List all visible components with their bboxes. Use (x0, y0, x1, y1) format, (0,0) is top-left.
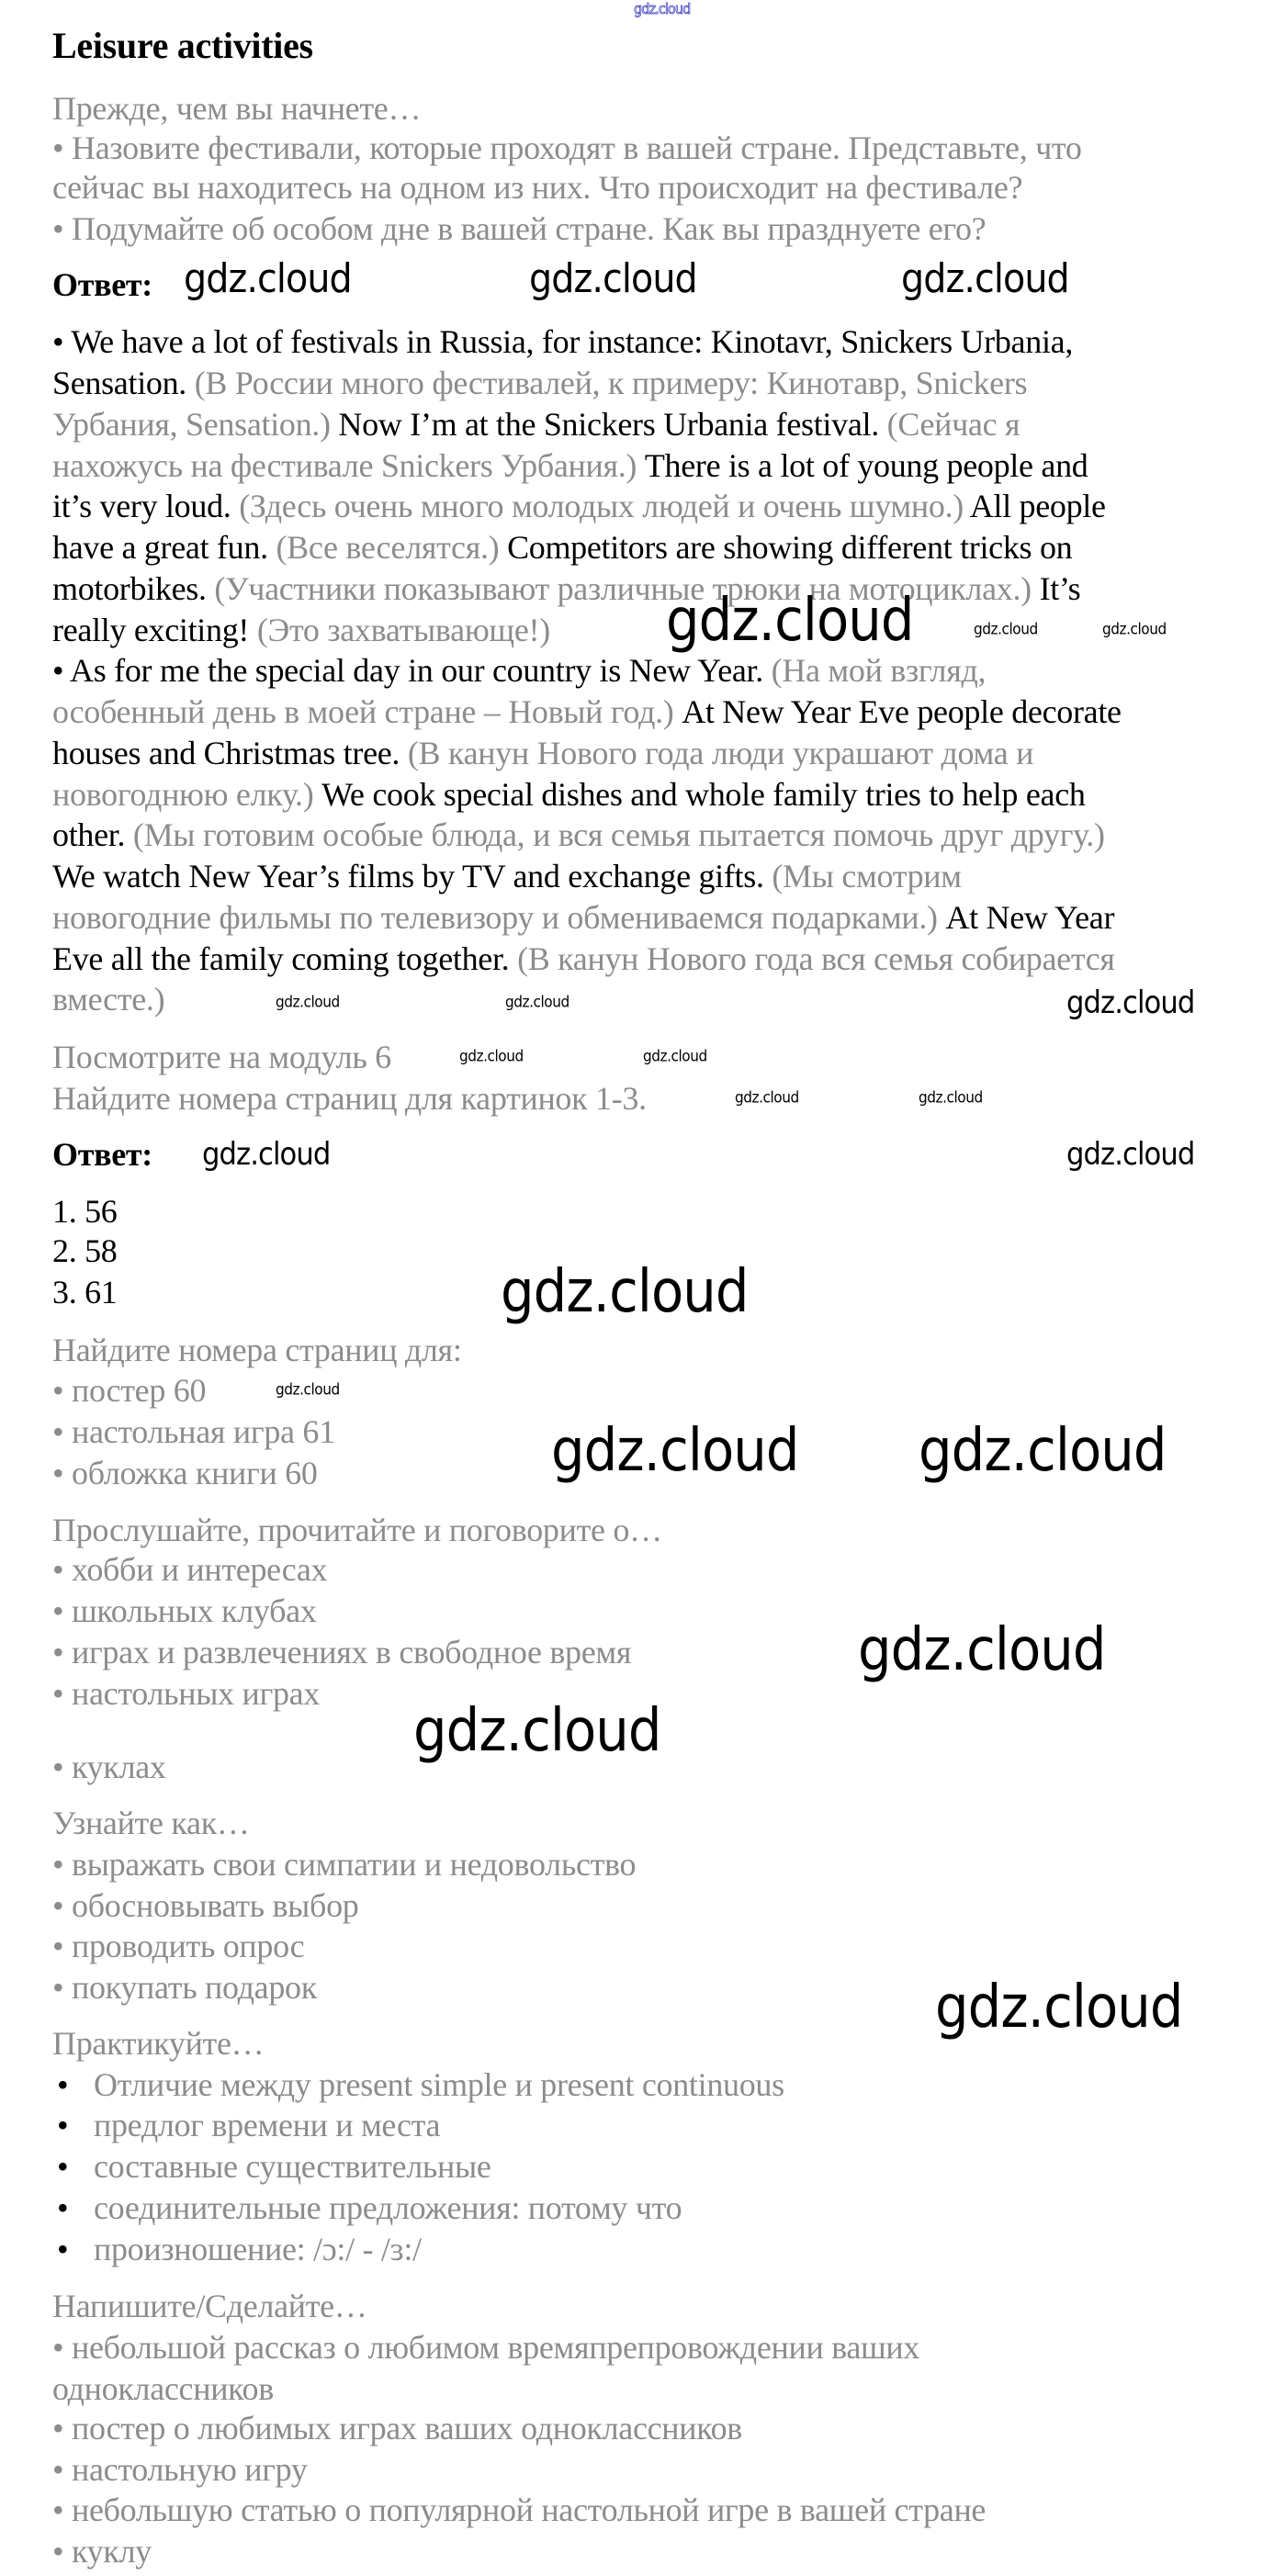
russian-text: • обложка книги 60 (52, 1454, 318, 1491)
russian-text: Найдите номера страниц для картинок 1-3. (52, 1079, 647, 1117)
english-text: 1. 56 (52, 1193, 118, 1231)
text-line (52, 1272, 118, 1312)
watermark: gdz.cloud (413, 1697, 661, 1765)
english-text: Sensation. (52, 365, 195, 402)
text-line (52, 856, 962, 896)
text-line (52, 1453, 318, 1493)
english-text: houses and Christmas tree. (52, 734, 408, 771)
text-line (52, 979, 164, 1019)
text-line (52, 363, 1027, 403)
text-line (52, 1191, 118, 1232)
russian-text: Напишите/Сделайте… (52, 2288, 367, 2325)
text-line (52, 1967, 317, 2008)
english-text: At New Year (945, 898, 1115, 936)
russian-text: • обосновывать выбор (52, 1886, 359, 1924)
english-text: it’s very loud. (52, 488, 240, 525)
watermark: gdz.cloud (643, 1047, 707, 1066)
text-line (52, 128, 1082, 168)
bullet-icon: • (57, 2148, 69, 2186)
text-line (52, 321, 1073, 362)
russian-text: Практикуйте… (52, 2024, 265, 2062)
watermark: gdz.cloud (901, 255, 1069, 302)
watermark: gdz.cloud (634, 0, 691, 17)
english-text: It’s (1039, 569, 1081, 607)
watermark: gdz.cloud (919, 1088, 983, 1108)
russian-text: сейчас вы находитесь на одном из них. Что происходит на фестивале? (52, 169, 1023, 207)
text-line (52, 486, 1106, 526)
watermark: gdz.cloud (459, 1047, 524, 1066)
russian-text: Прослушайте, прочитайте и поговорите о… (52, 1512, 662, 1549)
text-line (52, 88, 421, 129)
text-line (52, 2368, 274, 2409)
russian-text: соединительные предложения: потому что (94, 2188, 682, 2226)
watermark: gdz.cloud (551, 1417, 799, 1485)
bullet-icon: • (57, 2188, 69, 2226)
russian-text: составные существительные (94, 2148, 491, 2186)
russian-text: • настольная игра 61 (52, 1413, 335, 1451)
english-text: • We have a lot of festivals in Russia, for instance: Kinotavr, Snickers Urbania, (52, 323, 1074, 361)
text-line (52, 1370, 206, 1411)
text-line (52, 2188, 682, 2228)
russian-text: • куклу (52, 2533, 152, 2570)
text-line (52, 733, 1033, 773)
russian-text: • выражать свои симпатии и недовольство (52, 1845, 637, 1883)
english-text: Eve all the family coming together. (52, 939, 518, 977)
text-line (52, 2105, 440, 2145)
russian-text: • покупать подарок (52, 1969, 317, 2007)
russian-text: • Подумайте об особом дне в вашей стране. Как вы празднуете его? (52, 209, 987, 247)
watermark: gdz.cloud (202, 1136, 331, 1173)
english-text: 2. 58 (52, 1232, 118, 1270)
text-line (52, 1510, 662, 1550)
text-line (52, 1037, 391, 1077)
russian-text: (В канун Нового года люди украшают дома и (407, 734, 1034, 771)
text-line (52, 1078, 647, 1119)
text-line (52, 1885, 358, 1926)
russian-text: (Участники показывают различные трюки на мотоциклах.) (214, 569, 1040, 607)
answer-heading (52, 264, 152, 305)
watermark: gdz.cloud (276, 993, 340, 1012)
russian-text: • Назовите фестивали, которые проходят в вашей стране. Представьте, что (52, 129, 1082, 167)
answer-heading (52, 1134, 152, 1175)
text-line (52, 1591, 317, 1631)
page-title (52, 26, 313, 66)
watermark: gdz.cloud (184, 255, 352, 302)
text-line (52, 610, 550, 650)
watermark: gdz.cloud (529, 255, 697, 302)
english-text: really exciting! (52, 611, 257, 648)
russian-text: Посмотрите на модуль 6 (52, 1038, 391, 1075)
english-text: Ответ: (52, 265, 152, 303)
text-line (52, 2023, 264, 2064)
text-line (52, 208, 986, 249)
russian-text: (В России много фестивалей, к примеру: Кинотавр, Snickers (194, 365, 1028, 402)
russian-text: новогоднюю елку.) (52, 775, 322, 813)
russian-text: Урбания, Sensation.) (52, 405, 339, 443)
text-line (52, 1926, 304, 1966)
text-line (52, 1673, 320, 1714)
russian-text: • проводить опрос (52, 1928, 305, 1965)
russian-text: (Здесь очень много молодых людей и очень шумно.) (239, 488, 970, 525)
english-text: have a great fun. (52, 529, 276, 567)
text-line (52, 1231, 118, 1271)
text-line (52, 2146, 491, 2187)
watermark: gdz.cloud (919, 1417, 1167, 1485)
text-line (52, 568, 1080, 609)
text-line (52, 1803, 250, 1843)
russian-text: (Сейчас я (886, 405, 1021, 443)
russian-text: (Мы готовим особые блюда, и вся семья пытается помочь друг другу.) (132, 816, 1105, 854)
english-text: other. (52, 816, 133, 854)
russian-text: (Это захватывающе!) (256, 611, 550, 648)
text-line (52, 815, 1105, 855)
russian-text: Отличие между present simple и present continuous (94, 2065, 784, 2103)
english-text: We watch New Year’s films by TV and exchange gifts. (52, 858, 772, 895)
russian-text: Прежде, чем вы начнете… (52, 90, 422, 128)
english-text: Now I’m at the Snickers Urbania festival. (338, 405, 887, 443)
russian-text: новогодние фильмы по телевизору и обмениваемся подарками.) (52, 898, 946, 936)
bullet-icon: • (57, 2065, 69, 2103)
russian-text: (На мой взгляд, (771, 652, 987, 690)
russian-text: • постер 60 (52, 1372, 207, 1410)
text-line (52, 774, 1086, 815)
russian-text: • небольшую статью о популярной настольной игре в вашей стране (52, 2492, 987, 2529)
russian-text: (Все веселятся.) (276, 529, 508, 567)
text-line (52, 650, 986, 691)
text-line (52, 2327, 919, 2368)
text-line (52, 1844, 636, 1884)
watermark: gdz.cloud (1066, 984, 1195, 1021)
text-line (52, 939, 1115, 979)
text-line (52, 2229, 422, 2269)
russian-text: вместе.) (52, 981, 165, 1018)
text-line (52, 2449, 308, 2490)
russian-text: • настольных играх (52, 1674, 321, 1712)
english-text: • As for me the special day in our country is New Year. (52, 652, 772, 690)
text-line (52, 692, 1122, 732)
english-text: At New Year Eve people decorate (682, 693, 1122, 731)
text-line (52, 897, 1114, 938)
text-line (52, 2490, 986, 2530)
text-line (52, 2064, 784, 2105)
watermark: gdz.cloud (666, 587, 914, 655)
text-line (52, 1330, 462, 1370)
bullet-icon: • (57, 2107, 69, 2144)
text-line (52, 1747, 166, 1787)
english-text: Leisure activities (52, 25, 313, 67)
text-line (52, 527, 1072, 568)
russian-text: • куклах (52, 1749, 166, 1786)
watermark: gdz.cloud (735, 1088, 799, 1108)
watermark: gdz.cloud (505, 993, 569, 1012)
russian-text: • небольшой рассказ о любимом времяпрепровождении ваших (52, 2329, 920, 2367)
text-line (52, 1412, 335, 1452)
watermark: gdz.cloud (858, 1616, 1106, 1684)
russian-text: (Мы смотрим (772, 858, 962, 895)
text-line (52, 2408, 742, 2448)
watermark: gdz.cloud (1066, 1136, 1195, 1173)
russian-text: нахожусь на фестивале Snickers Урбания.) (52, 446, 645, 484)
english-text: We cook special dishes and whole family tries to help each (321, 775, 1086, 813)
text-line (52, 1549, 327, 1590)
watermark: gdz.cloud (276, 1380, 340, 1400)
russian-text: предлог времени и места (94, 2107, 441, 2144)
watermark: gdz.cloud (501, 1258, 749, 1326)
watermark: gdz.cloud (935, 1974, 1183, 2042)
russian-text: • играх и развлечениях в свободное время (52, 1633, 632, 1670)
text-line (52, 404, 1020, 444)
text-line (52, 1632, 631, 1672)
bullet-icon: • (57, 2230, 69, 2267)
english-text: All people (969, 488, 1106, 525)
russian-text: • постер о любимых играх ваших одноклассников (52, 2409, 742, 2447)
english-text: motorbikes. (52, 569, 215, 607)
text-line (52, 167, 1022, 208)
russian-text: Узнайте как… (52, 1805, 250, 1842)
text-line (52, 2531, 152, 2571)
english-text: 3. 61 (52, 1273, 118, 1310)
russian-text: особенный день в моей стране – Новый год.) (52, 693, 682, 731)
russian-text: (В канун Нового года вся семья собирается (517, 939, 1115, 977)
russian-text: произношение: /ɔ:/ - /ɜ:/ (94, 2230, 422, 2267)
russian-text: • школьных клубах (52, 1592, 317, 1630)
watermark: gdz.cloud (1102, 620, 1167, 639)
english-text: Ответ: (52, 1135, 152, 1173)
russian-text: Найдите номера страниц для: (52, 1331, 462, 1368)
russian-text: одноклассников (52, 2369, 274, 2407)
watermark: gdz.cloud (974, 620, 1038, 639)
text-line (52, 445, 1088, 486)
english-text: There is a lot of young people and (644, 446, 1088, 484)
russian-text: • настольную игру (52, 2450, 308, 2488)
text-line (52, 2286, 367, 2326)
english-text: Competitors are showing different tricks on (507, 529, 1073, 567)
russian-text: • хобби и интересах (52, 1551, 328, 1589)
